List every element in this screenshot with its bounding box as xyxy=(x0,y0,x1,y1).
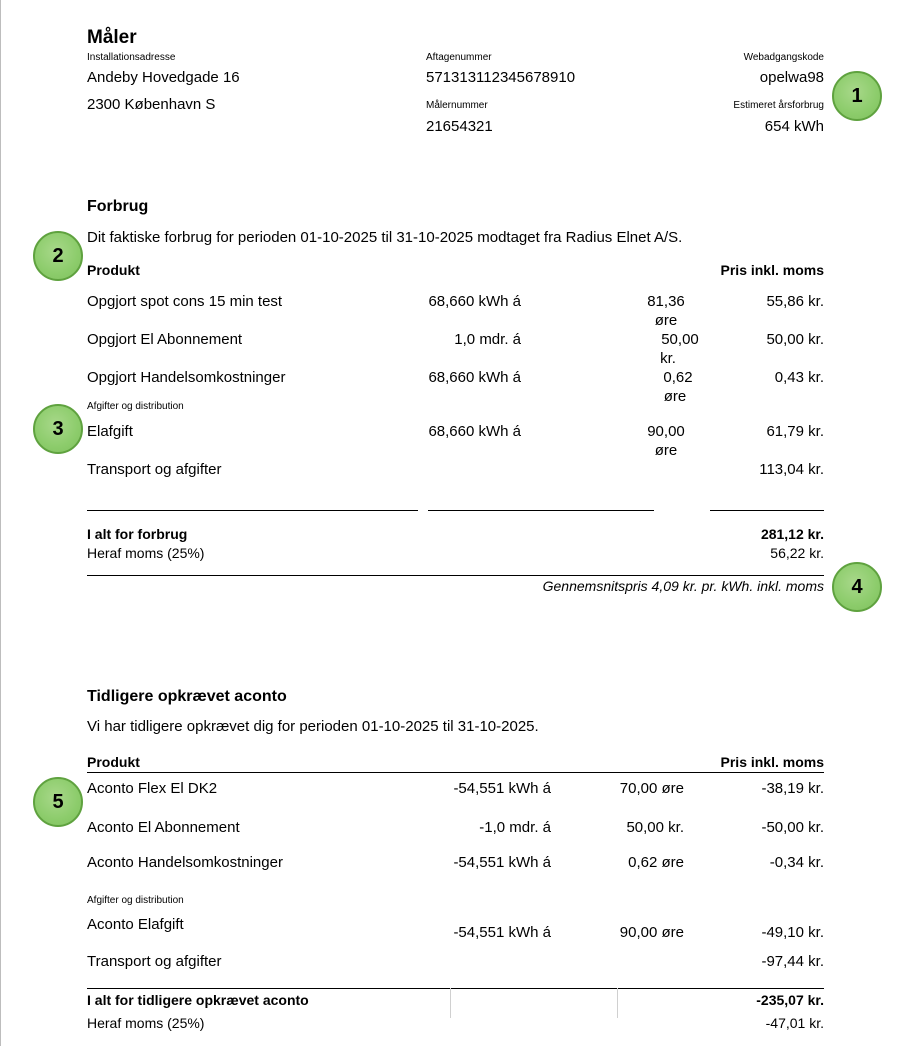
consumption-col-price: Pris inkl. moms xyxy=(720,262,824,278)
aconto-row-unit: 70,00 øre xyxy=(619,780,684,797)
callout-badge-5: 5 xyxy=(33,777,83,827)
consumption-total-label: I alt for forbrug xyxy=(87,526,188,542)
aconto-row-name: Aconto El Abonnement xyxy=(87,819,240,836)
column-rule xyxy=(428,510,654,511)
column-rule xyxy=(87,510,418,511)
webcode-label: Webadgangskode xyxy=(743,52,824,63)
aconto-row-name: Aconto Flex El DK2 xyxy=(87,780,218,797)
callout-badge-3: 3 xyxy=(33,404,83,454)
column-separator xyxy=(450,988,451,1018)
consumption-row-amount: 55,86 kr. xyxy=(766,293,824,310)
aconto-total-rule xyxy=(87,988,824,989)
aconto-fee-amount: -49,10 kr. xyxy=(761,924,824,941)
consumption-fee-qty: 68,660 kWh á xyxy=(428,423,521,440)
aconto-transport-label: Transport og afgifter xyxy=(87,953,222,970)
consumption-fees-label: Afgifter og distribution xyxy=(87,401,184,412)
annual-consumption-label: Estimeret årsforbrug xyxy=(733,100,824,111)
aconto-row-qty: -1,0 mdr. á xyxy=(479,819,551,836)
consumption-transport-amount: 113,04 kr. xyxy=(759,461,824,478)
aconto-row-qty: -54,551 kWh á xyxy=(453,780,551,797)
consumption-row-name: Opgjort El Abonnement xyxy=(87,331,243,348)
consumption-fee-unit-suffix: øre xyxy=(654,442,678,459)
consumption-transport-label: Transport og afgifter xyxy=(87,461,222,478)
callout-badge-1: 1 xyxy=(832,71,882,121)
consumption-row-amount: 0,43 kr. xyxy=(774,369,824,386)
consumption-row-amount: 50,00 kr. xyxy=(766,331,824,348)
aconto-row-amount: -0,34 kr. xyxy=(769,854,824,871)
consumption-row-unit: 0,62 xyxy=(663,369,693,386)
consumption-row-name: Opgjort Handelsomkostninger xyxy=(87,369,286,386)
consumption-row-qty: 68,660 kWh á xyxy=(428,369,521,386)
consumption-heading: Forbrug xyxy=(87,198,149,215)
aconto-total-value: -235,07 kr. xyxy=(756,992,824,1008)
aconto-heading: Tidligere opkrævet aconto xyxy=(87,688,287,705)
callout-badge-4: 4 xyxy=(832,562,882,612)
average-price: Gennemsnitspris 4,09 kr. pr. kWh. inkl. moms xyxy=(542,578,824,594)
aconto-vat-label: Heraf moms (25%) xyxy=(87,1015,205,1031)
aconto-row-unit: 50,00 kr. xyxy=(626,819,684,836)
installation-address-label: Installationsadresse xyxy=(87,52,176,63)
aconto-vat-value: -47,01 kr. xyxy=(765,1015,824,1031)
aftagenummer-label: Aftagenummer xyxy=(426,52,492,63)
aconto-fee-unit: 90,00 øre xyxy=(619,924,684,941)
aconto-row-amount: -38,19 kr. xyxy=(761,780,824,797)
consumption-row-unit-suffix: øre xyxy=(654,312,678,329)
column-rule xyxy=(710,510,824,511)
malernummer-value: 21654321 xyxy=(426,118,493,135)
aconto-col-price: Pris inkl. moms xyxy=(720,754,824,770)
aconto-fees-label: Afgifter og distribution xyxy=(87,895,184,906)
webcode-value: opelwa98 xyxy=(759,69,824,86)
consumption-row-unit-suffix: kr. xyxy=(660,350,676,367)
callout-badge-2: 2 xyxy=(33,231,83,281)
aconto-row-amount: -50,00 kr. xyxy=(761,819,824,836)
annual-consumption-value: 654 kWh xyxy=(764,118,824,135)
aftagenummer-value: 571313112345678910 xyxy=(426,69,576,86)
aconto-total-label: I alt for tidligere opkrævet aconto xyxy=(87,992,309,1008)
consumption-vat-label: Heraf moms (25%) xyxy=(87,545,205,561)
consumption-row-unit-suffix: øre xyxy=(663,388,687,405)
consumption-fee-name: Elafgift xyxy=(87,423,133,440)
aconto-row-unit: 0,62 øre xyxy=(628,854,684,871)
aconto-fee-name: Aconto Elafgift xyxy=(87,916,184,933)
consumption-row-unit: 81,36 xyxy=(647,293,685,310)
consumption-row-unit: 50,00 xyxy=(661,331,699,348)
consumption-row-name: Opgjort spot cons 15 min test xyxy=(87,293,283,310)
aconto-header-rule xyxy=(87,772,824,773)
address-line1: Andeby Hovedgade 16 xyxy=(87,69,240,86)
column-separator xyxy=(617,988,618,1018)
address-line2: 2300 København S xyxy=(87,96,216,113)
aconto-fee-qty: -54,551 kWh á xyxy=(453,924,551,941)
consumption-intro: Dit faktiske forbrug for perioden 01-10-2025 til 31-10-2025 modtaget fra Radius Elnet A/S. xyxy=(87,229,683,246)
consumption-fee-unit: 90,00 xyxy=(647,423,685,440)
aconto-intro: Vi har tidligere opkrævet dig for perioden 01-10-2025 til 31-10-2025. xyxy=(87,718,539,735)
consumption-row-qty: 1,0 mdr. á xyxy=(454,331,521,348)
page-left-border xyxy=(0,0,1,1046)
consumption-row-qty: 68,660 kWh á xyxy=(428,293,521,310)
consumption-col-product: Produkt xyxy=(87,262,140,278)
section-divider xyxy=(87,575,824,576)
aconto-row-qty: -54,551 kWh á xyxy=(453,854,551,871)
aconto-col-product: Produkt xyxy=(87,754,140,770)
malernummer-label: Målernummer xyxy=(426,100,488,111)
consumption-total-value: 281,12 kr. xyxy=(760,526,824,542)
consumption-vat-value: 56,22 kr. xyxy=(770,545,824,561)
aconto-row-name: Aconto Handelsomkostninger xyxy=(87,854,283,871)
aconto-transport-amount: -97,44 kr. xyxy=(761,953,824,970)
consumption-fee-amount: 61,79 kr. xyxy=(766,423,824,440)
meter-title: Måler xyxy=(87,27,137,48)
